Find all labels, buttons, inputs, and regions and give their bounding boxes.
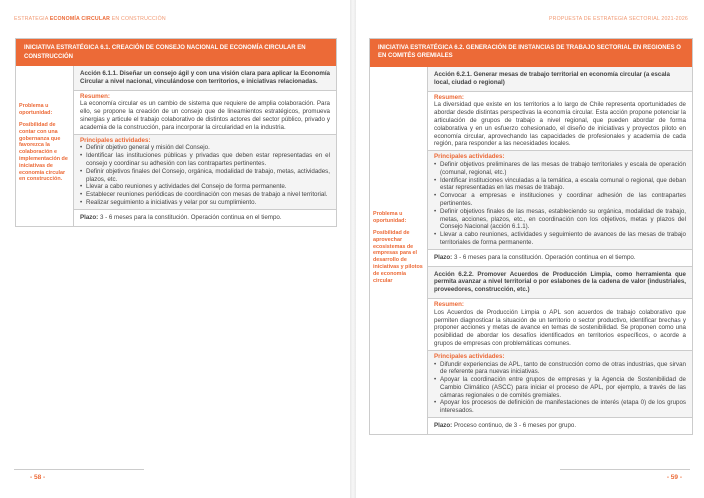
initiative-6-2-table (369, 38, 693, 435)
problem-label: Problema u oportunidad: (19, 103, 53, 117)
plazo-label: Plazo: (434, 422, 453, 430)
plazo-text: 3 - 6 meses para la constitución. Operación continua en el tiempo. (452, 253, 636, 261)
problem-text: Posibilidad de contar con una gobernanza que favorezca la colaboración e implementación de iniciativas de economía circular en construcción. (19, 121, 68, 183)
left-page (0, 0, 350, 498)
problem-opportunity-cell (16, 66, 74, 226)
initiative-6-1-title: INICIATIVA ESTRATÉGICA 6.1. CREACIÓN DE CONSEJO NACIONAL DE ECONOMÍA CIRCULAR EN CONSTRUCCIÓN (16, 39, 336, 66)
list-item: • Definir objetivos preliminares de las mesas de trabajo territoriales y escala de operación (comunal, regional, etc.) (434, 161, 686, 177)
footer-rule-right (560, 469, 690, 470)
problem-text: Posibilidad de aprovechar ecosistemas de empresas para el desarrollo de iniciativas y pilotos de economía circular (373, 230, 423, 284)
plazo-label: Plazo: (434, 253, 453, 261)
activities-list (434, 361, 686, 416)
summary-label: Resumen: (434, 93, 464, 101)
activities-label: Principales actividades: (434, 352, 505, 360)
list-item: • Apoyar la coordinación entre grupos de empresas y la Agencia de Sostenibilidad de Cambio Climático (ASCC) para iniciar el proceso de APL, por ejemplo, a través de las cámaras regionales o de comités gremiales. (434, 376, 686, 399)
action-6-1-1: Acción 6.1.1. Diseñar un consejo ágil y con una visión clara para aplicar la Economía Circular a nivel nacional, vinculándose con territorios, e iniciativas relacionadas. (74, 66, 336, 91)
activities-label: Principales actividades: (434, 153, 505, 161)
list-item: • Llevar a cabo reuniones, actividades y seguimiento de avances de las mesas de trabajo territoriales de forma permanente. (434, 231, 686, 247)
running-head-right: PROPUESTA DE ESTRATEGIA SECTORIAL 2021-2026 (548, 16, 688, 22)
initiative-6-2-title: INICIATIVA ESTRATÉGICA 6.2. GENERACIÓN DE INSTANCIAS DE TRABAJO SECTORIAL EN REGIONES O EN COMITÉS GREMIALES (370, 39, 692, 67)
list-item: • Realizar seguimiento a iniciativas y velar por su cumplimiento. (80, 199, 330, 207)
running-head-left: ESTRATEGIA ECONOMÍA CIRCULAR EN CONSTRUCCIÓN (14, 16, 166, 22)
list-item: • Definir objetivo general y misión del Consejo. (80, 144, 330, 152)
action-6-2-1: Acción 6.2.1. Generar mesas de trabajo territorial en economía circular (a escala local, ciudad o regional) (428, 67, 692, 92)
problem-opportunity-cell (370, 67, 428, 434)
list-item: • Definir objetivos finales de las mesas, estableciendo su orgánica, modalidad de trabajo, metas, acciones, plazos, etc., en coordinación con los objetivos, metas y plazos del Consejo Nacional (acción 6.1.1). (434, 208, 686, 231)
action-6-2-2: Acción 6.2.2. Promover Acuerdos de Producción Limpia, como herramienta que permita avanzar a nivel territorial o por eslabones de la cadena de valor (industriales, proveedores, construcción, etc.) (428, 267, 692, 299)
summary-label: Resumen: (80, 92, 110, 100)
plazo-cell (428, 418, 692, 434)
page-number-left: - 58 - (30, 474, 46, 481)
right-page (356, 0, 704, 498)
summary-label: Resumen: (434, 300, 464, 308)
summary-text: La economía circular es un cambio de sistema que requiere de amplia colaboración. Para ello, se propone la creación de un consejo que de lineamientos estratégicos, promueva sinergias y articule el trabajo colaborativo de distintos actores del sector público, privado y academia de la construcción, para incorporar la circularidad en la industria. (80, 100, 330, 131)
plazo-cell (74, 210, 336, 226)
plazo-text: 3 - 6 meses para la constitución. Operación continua en el tiempo. (98, 213, 282, 221)
summary-text: Los Acuerdos de Producción Limpia o APL son acuerdos de trabajo colaborativo que permiten diagnosticar la situación de un territorio o sector productivo, identificar brechas y proponer acciones y metas de avance en temas de sostenibilidad. Se proponen como una posibilidad de abordar los desafíos identificados en territorios específicos, o acorde a grupos de empresas con problemáticas comunes. (434, 308, 686, 347)
activities-label: Principales actividades: (80, 136, 151, 144)
list-item: • Definir objetivos finales del Consejo, orgánica, modalidad de trabajo, metas, actividades, plazos, etc. (80, 168, 330, 184)
plazo-text: Proceso continuo, de 3 - 6 meses por grupo. (452, 422, 577, 430)
initiative-6-1-table (15, 38, 337, 227)
activities-list (434, 161, 686, 247)
problem-label: Problema u oportunidad: (373, 211, 407, 225)
plazo-label: Plazo: (80, 213, 99, 221)
footer-rule-left (14, 469, 144, 470)
activities-list (80, 144, 330, 206)
list-item: • Llevar a cabo reuniones y actividades del Consejo de forma permanente. (80, 183, 330, 191)
list-item: • Convocar a empresas e instituciones y coordinar adhesión de las contrapartes pertinentes. (434, 192, 686, 208)
list-item: • Establecer reuniones periódicas de coordinación con mesas de trabajo a nivel territorial. (80, 191, 330, 199)
list-item: • Identificar las instituciones públicas y privadas que deben estar representadas en el consejo y coordinar su adhesión con las contrapartes pertinentes. (80, 152, 330, 168)
summary-text: La diversidad que existe en los territorios a lo largo de Chile representa oportunidades de abordar desde distintas perspectivas la economía circular. Esta acción propone potenciar la articulación de grupos de trabajo a nivel regional, que pueden abordar de forma colaborativa y en un esfuerzo cohesionado, el diseño de iniciativas y proyectos piloto en economía circular, aprovechando las capacidades de profesionales y academia de cada región, para responder a las necesidades locales. (434, 101, 686, 148)
list-item: • Difundir experiencias de APL, tanto de construcción como de otras industrias, que sirvan de referente para nuevas iniciativas. (434, 361, 686, 377)
plazo-cell (428, 250, 692, 267)
page-number-right: - 59 - (666, 474, 682, 481)
list-item: • Apoyar los procesos de definición de manifestaciones de interés (etapa 0) de los grupos interesados. (434, 399, 686, 415)
list-item: • Identificar instituciones vinculadas a la temática, a escala comunal o regional, que deban estar representadas en las mesas de trabajo. (434, 177, 686, 193)
